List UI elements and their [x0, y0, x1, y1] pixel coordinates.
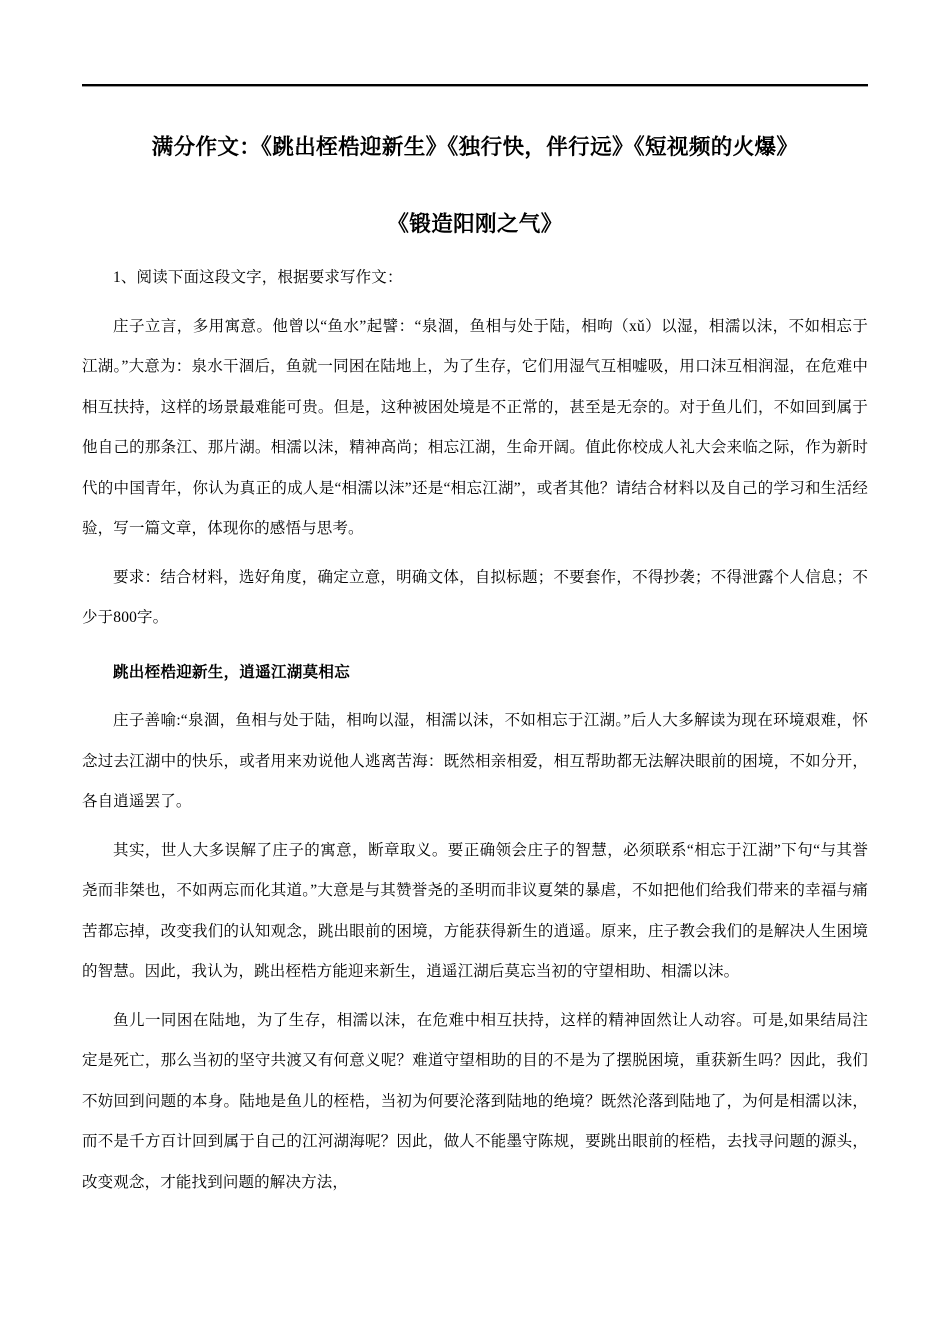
requirements-paragraph: 要求：结合材料，选好角度，确定立意，明确文体，自拟标题；不要套作，不得抄袭；不得泄露个人信息；不少于800字。: [82, 568, 868, 626]
prompt-number-line: 1、阅读下面这段文字，根据要求写作文：: [113, 269, 403, 286]
page-title: 满分作文：《跳出桎梏迎新生》《独行快，伴行远》《短视频的火爆》: [151, 135, 799, 160]
paragraph-gap: [82, 639, 868, 653]
essay-heading: 跳出桎梏迎新生，逍遥江湖莫相忘: [113, 663, 351, 681]
paragraph-gap: [82, 299, 868, 307]
essay-paragraph-1: 庄子善喻:“泉涸，鱼相与处于陆，相呴以湿，相濡以沫，不如相忘于江湖。”后人大多解读为现在环境艰难，怀念过去江湖中的快乐，或者用来劝说他人逃离苦海：既然相亲相爱，相互帮助都无法解决眼前的困境，不如分开，各自逍遥罢了。: [82, 712, 868, 810]
header-divider: [82, 84, 868, 87]
essay-paragraph-2: 其实，世人大多误解了庄子的寓意，断章取义。要正确领会庄子的智慧，必须联系“相忘于江湖”下句“与其誉尧而非桀也，不如两忘而化其道。”大意是与其赞誉尧的圣明而非议夏桀的暴虐，不如把他们给我们带来的幸福与痛苦都忘掉，改变我们的认知观念，跳出眼前的困境，方能获得新生的逍遥。原来，庄子教会我们的是解决人生困境的智慧。因此，我认为，跳出桎梏方能迎来新生，逍遥江湖后莫忘当初的守望相助、相濡以沫。: [82, 841, 868, 980]
page-subtitle: 《锻造阳刚之气》: [387, 212, 563, 237]
essay-paragraph-3: 鱼儿一同困在陆地，为了生存，相濡以沫，在危难中相互扶持，这样的精神固然让人动容。可是,如果结局注定是死亡，那么当初的坚守共渡又有何意义呢？难道守望相助的目的不是为了摆脱困境，重获新生吗？因此，我们不妨回到问题的本身。陆地是鱼儿的桎梏，当初为何要沦落到陆地的绝境？既然沦落到陆地了，为何是相濡以沫，而不是千方百计回到属于自己的江河湖海呢？因此，做人不能墨守陈规，要跳出眼前的桎梏，去找寻问题的源头，改变观念，才能找到问题的解决方法，: [82, 1011, 868, 1191]
paragraph-gap: [82, 550, 868, 558]
paragraph-gap: [82, 993, 868, 1001]
body-text: [82, 258, 868, 1203]
paragraph-gap: [82, 693, 868, 701]
paragraph-gap: [82, 823, 868, 831]
material-paragraph: 庄子立言，多用寓意。他曾以“鱼水”起譬：“泉涸，鱼相与处于陆，相呴（xǔ）以湿，相濡以沫，不如相忘于江湖。”大意为：泉水干涸后，鱼就一同困在陆地上，为了生存，它们用湿气互相嘘吸，用口沫互相润湿，在危难中相互扶持，这样的场景最难能可贵。但是，这种被困处境是不正常的，甚至是无奈的。对于鱼儿们，不如回到属于他自己的那条江、那片湖。相濡以沫，精神高尚；相忘江湖，生命开阔。值此你校成人礼大会来临之际，作为新时代的中国青年，你认为真正的成人是“相濡以沫”还是“相忘江湖”，或者其他？请结合材料以及自己的学习和生活经验，写一篇文章，体现你的感悟与思考。: [82, 317, 868, 537]
